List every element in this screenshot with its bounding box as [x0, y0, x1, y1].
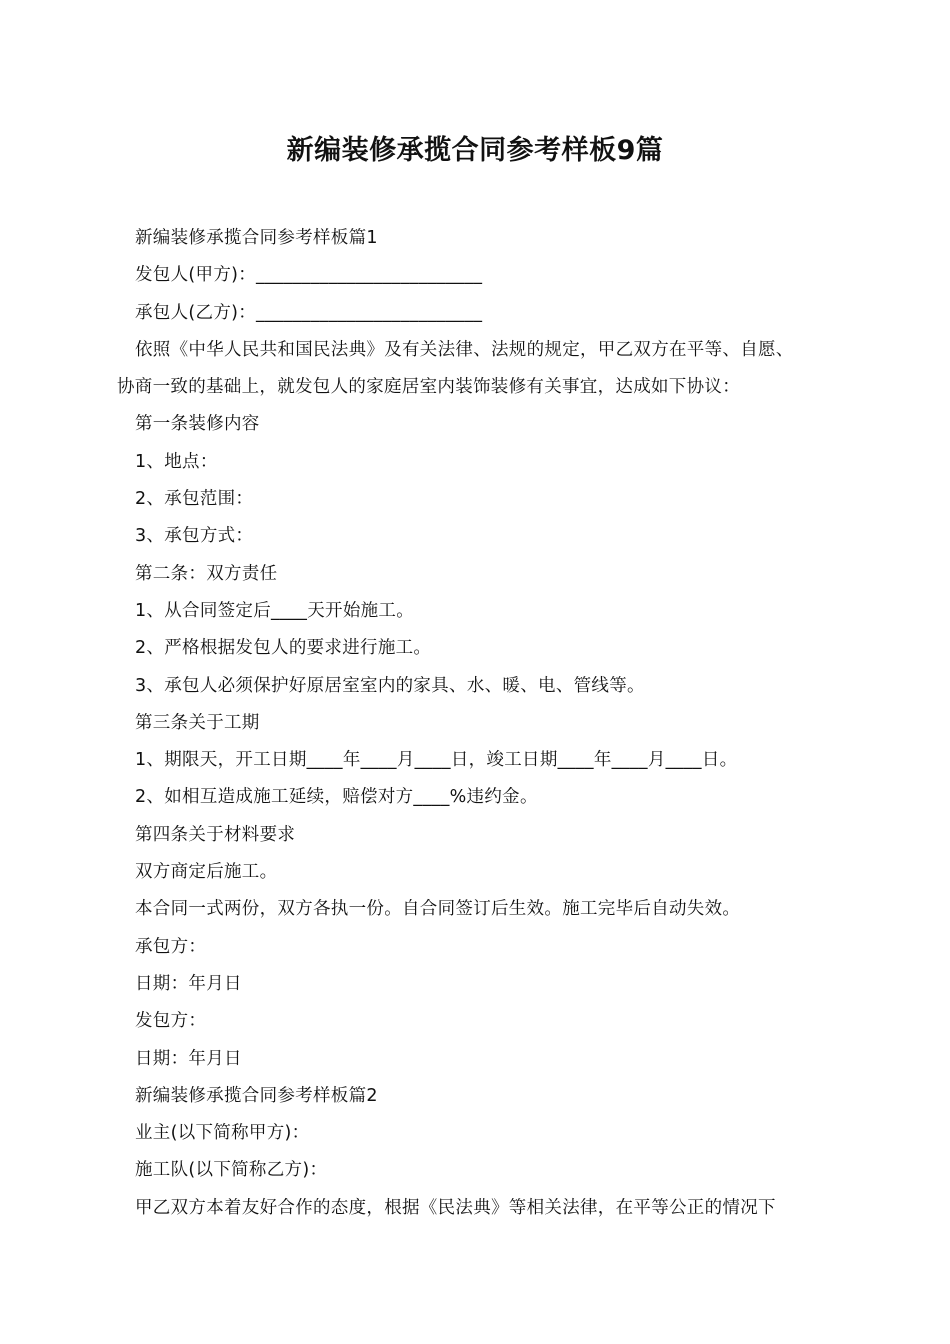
signature-line: 发包方： [135, 1011, 207, 1032]
paragraph-line: 本合同一式两份，双方各执一份。自合同签订后生效。施工完毕后自动失效。 [135, 899, 741, 920]
section-heading: 新编装修承揽合同参考样板篇1 [135, 228, 378, 248]
clause-line: 1、期限天，开工日期____年____月____日，竣工日期____年____月____日。 [135, 750, 738, 771]
paragraph-line: 甲乙双方本着友好合作的态度，根据《民法典》等相关法律，在平等公正的情况下 [135, 1197, 776, 1218]
party-line: 施工队(以下简称乙方)： [135, 1160, 328, 1181]
document-body [117, 220, 857, 1227]
article-heading: 第二条：双方责任 [135, 563, 278, 584]
paragraph-line: 依照《中华人民共和国民法典》及有关法律、法规的规定，甲乙双方在平等、自愿、 [135, 339, 794, 360]
clause-line: 2、承包范围： [135, 489, 254, 510]
date-line: 日期：年月日 [135, 1048, 242, 1069]
signature-line: 承包方： [135, 936, 207, 957]
clause-line: 3、承包人必须保护好原居室室内的家具、水、暖、电、管线等。 [135, 675, 645, 696]
party-a-line: 发包人(甲方)：_________________________ [135, 265, 483, 286]
article-heading: 第一条装修内容 [135, 414, 260, 435]
party-line: 业主(以下简称甲方)： [135, 1123, 310, 1144]
paragraph-line: 协商一致的基础上，就发包人的家庭居室内装饰装修有关事宜，达成如下协议： [117, 377, 740, 398]
document-title: 新编装修承揽合同参考样板9篇 [286, 135, 664, 166]
clause-line: 1、地点： [135, 451, 218, 472]
clause-line: 2、如相互造成施工延续，赔偿对方____%违约金。 [135, 787, 538, 808]
date-line: 日期：年月日 [135, 973, 242, 994]
paragraph-line: 双方商定后施工。 [135, 862, 278, 883]
section-heading: 新编装修承揽合同参考样板篇2 [135, 1085, 378, 1106]
party-b-line: 承包人(乙方)：_________________________ [135, 302, 483, 323]
clause-line: 2、严格根据发包人的要求进行施工。 [135, 638, 432, 659]
clause-line: 1、从合同签定后____天开始施工。 [135, 600, 415, 621]
article-heading: 第四条关于材料要求 [135, 824, 296, 845]
clause-line: 3、承包方式： [135, 526, 254, 547]
article-heading: 第三条关于工期 [135, 712, 260, 733]
